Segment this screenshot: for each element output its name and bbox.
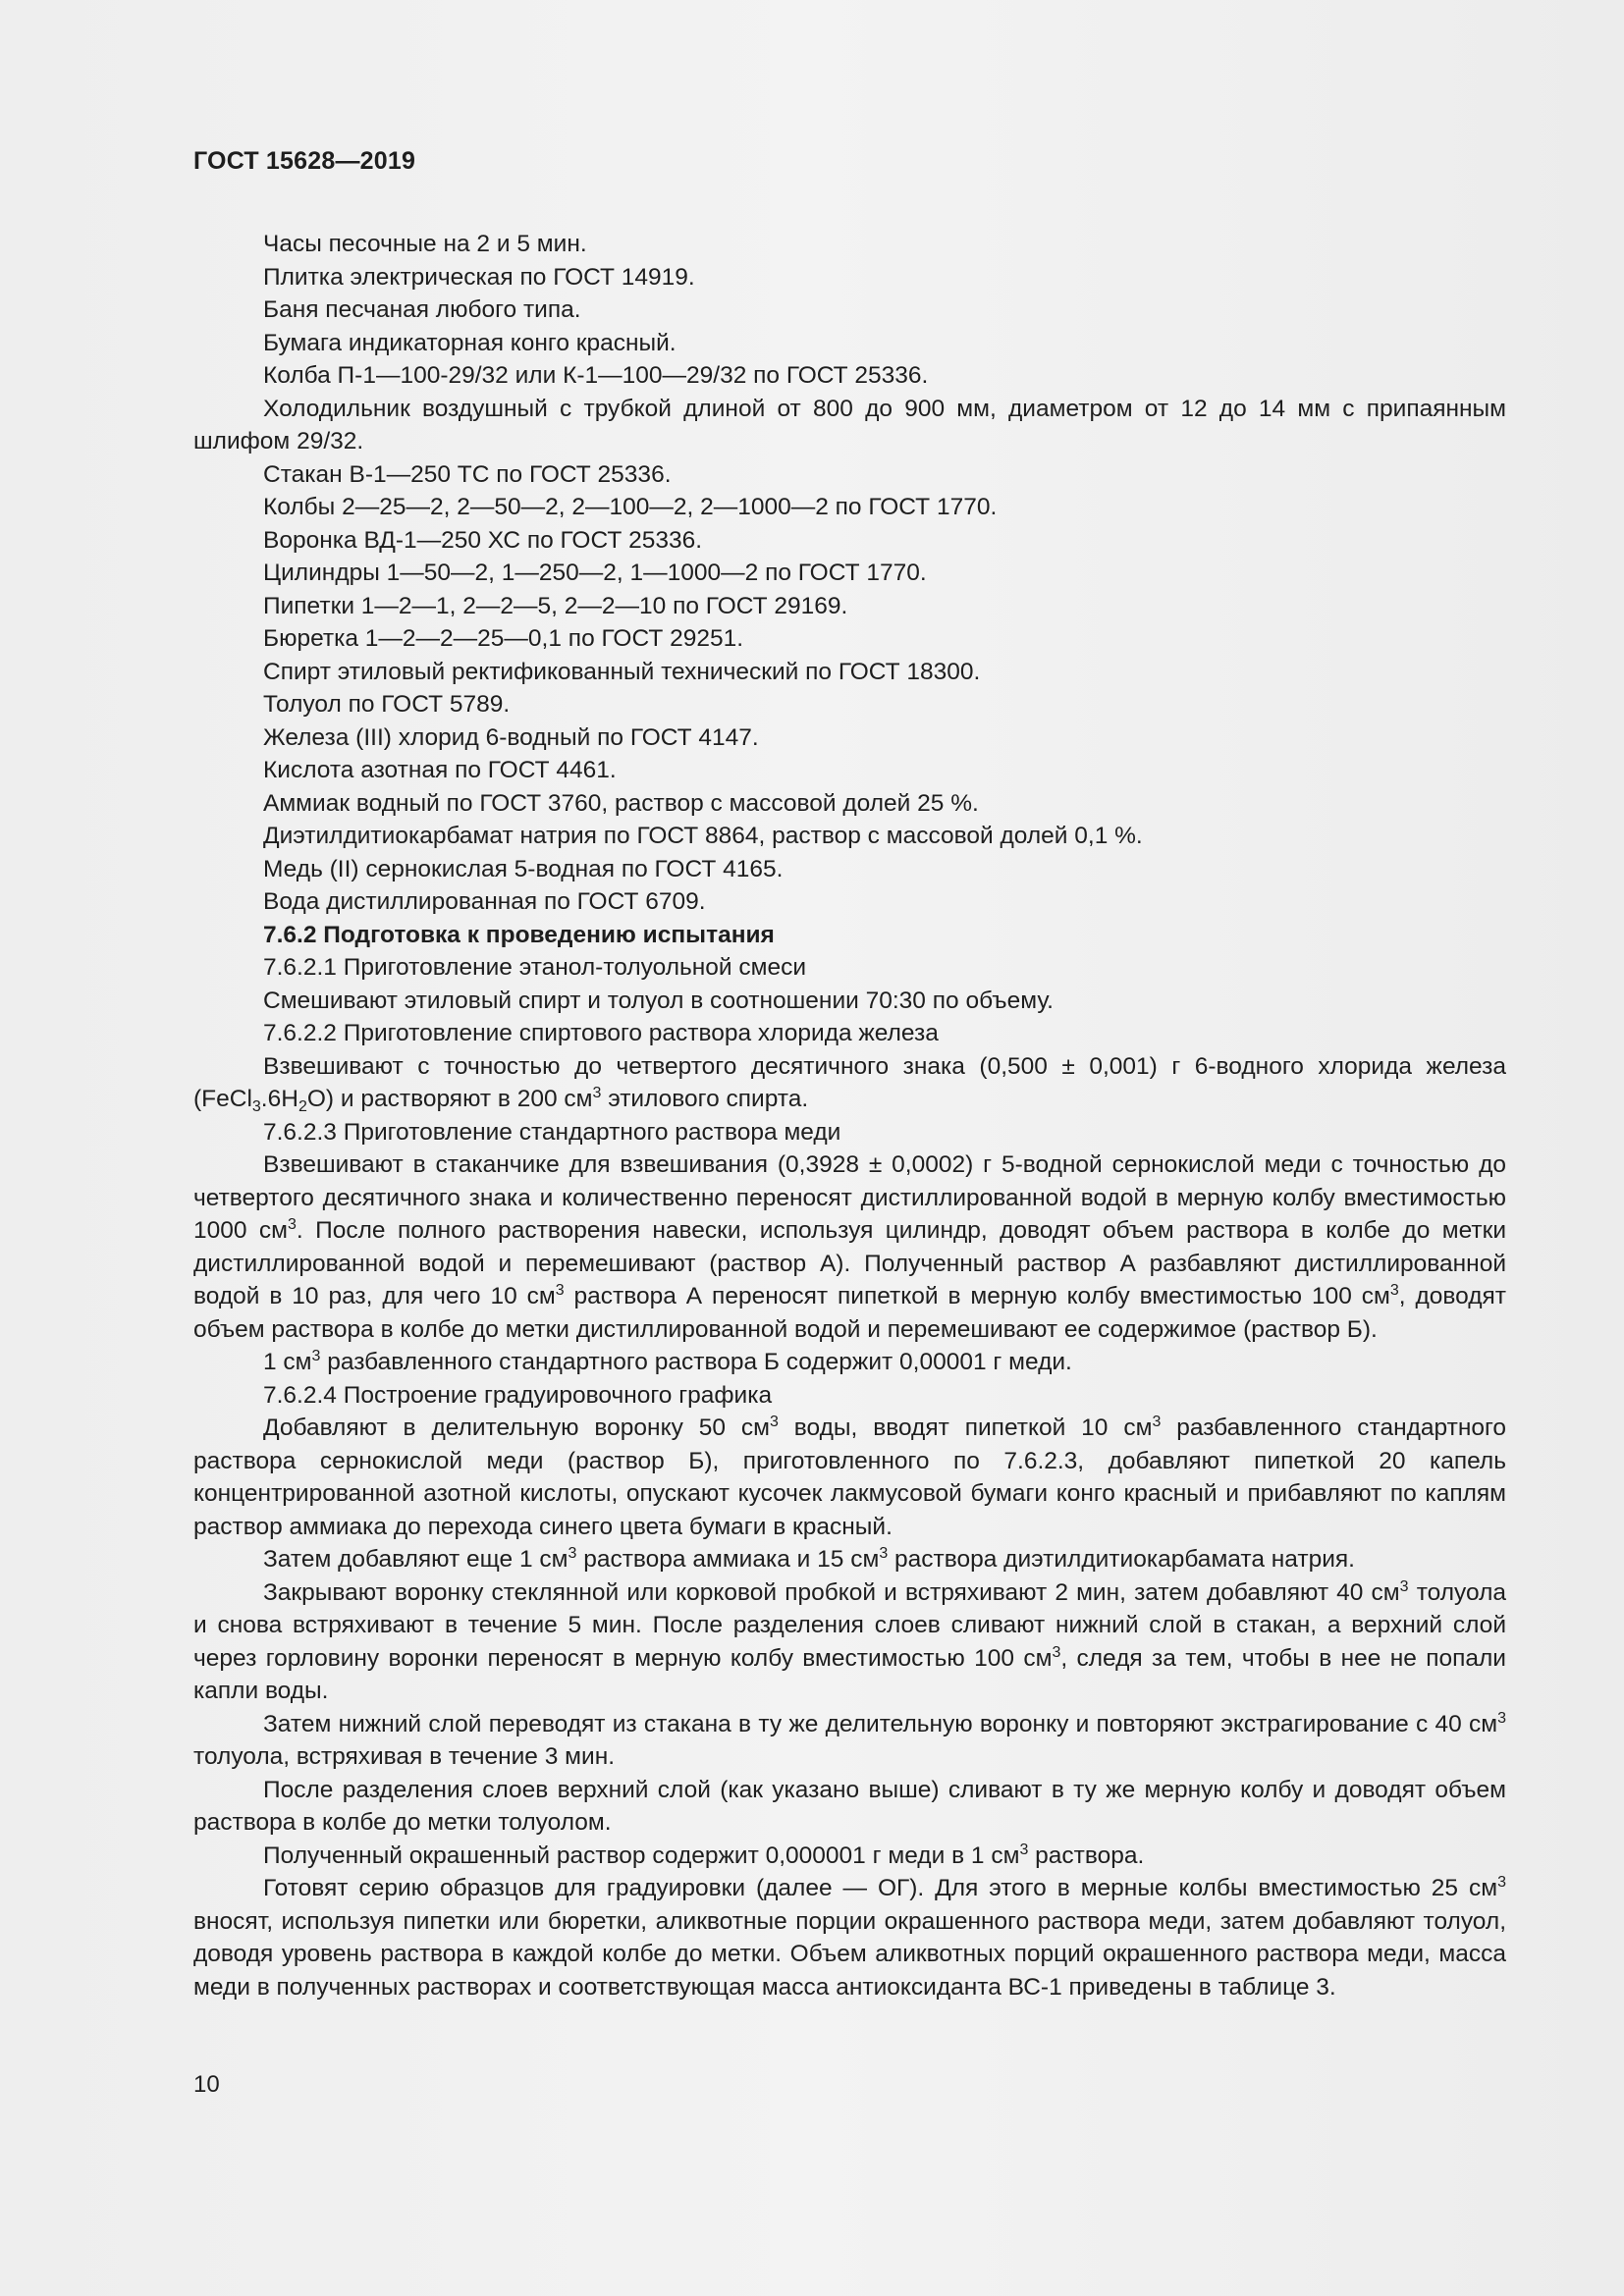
document-header: ГОСТ 15628—2019 <box>193 147 416 175</box>
item-flask: Колба П-1—100-29/32 или К-1—100—29/32 по ГОСТ 25336. <box>263 362 929 389</box>
paragraph-7-6-2-4-calibration-samples: Готовят серию образцов для градуировки (далее — ОГ). Для этого в мерные колбы вместимостью 25 $см^3$ вносят, используя пипетки или бюретки, аликвотные порции окрашенного раствора меди, затем добавляют толуол, доводя уровень раствора в каждой колбе до метки. Объем аликвотных порций окрашенного раствора меди, масса меди в полученных растворах и соответствующая масса антиоксиданта ВС-1 приведены в таблице 3. <box>193 1874 1506 2001</box>
item-nitric-acid: Кислота азотная по ГОСТ 4461. <box>263 757 617 783</box>
item-cylinders: Цилиндры 1—50—2, 1—250—2, 1—1000—2 по ГОСТ 1770. <box>263 560 927 586</box>
paragraph-7-6-2-3-copper-content: 1 $см^3$ разбавленного стандартного раствора Б содержит 0,00001 г меди. <box>263 1348 1072 1375</box>
item-ammonia: Аммиак водный по ГОСТ 3760, раствор с массовой долей 25 %. <box>263 789 979 817</box>
paragraph-7-6-2-4-colored-solution: Полученный окрашенный раствор содержит 0,000001 г меди в 1 $см^3$ раствора. <box>263 1841 1145 1869</box>
subsection-heading-7-6-2-1: 7.6.2.1 Приготовление этанол-толуольной смеси <box>263 954 807 981</box>
paragraph-7-6-2-1: Смешивают этиловый спирт и толуол в соотношении 70:30 по объему. <box>263 987 1054 1014</box>
section-heading-7-6-2: 7.6.2 Подготовка к проведению испытания <box>263 921 775 948</box>
subsection-heading-7-6-2-4: 7.6.2.4 Построение градуировочного графика <box>263 1381 773 1409</box>
page-number: 10 <box>193 2071 220 2098</box>
item-distilled-water: Вода дистиллированная по ГОСТ 6709. <box>263 888 706 915</box>
item-volumetric-flasks: Колбы 2—25—2, 2—50—2, 2—100—2, 2—1000—2 по ГОСТ 1770. <box>263 494 998 520</box>
item-air-condenser: Холодильник воздушный с трубкой длиной от 800 до 900 мм, диаметром от 12 до 14 мм с припаянным шлифом 29/32. <box>193 395 1506 454</box>
paragraph-7-6-2-4-ammonia: Затем добавляют еще 1 $см^3$ раствора аммиака и 15 $см^3$ раствора диэтилдитиокарбамата натрия. <box>263 1545 1355 1573</box>
paragraph-7-6-2-4-extraction: Затем нижний слой переводят из стакана в ту же делительную воронку и повторяют экстрагирование с 40 $см^3$ толуола, встряхивая в течение 3 мин. <box>193 1709 1506 1770</box>
paragraph-7-6-2-4-separation: После разделения слоев верхний слой (как указано выше) сливают в ту же мерную колбу и доводят объем раствора в колбе до метки толуолом. <box>193 1776 1506 1836</box>
item-copper-sulfate: Медь (II) сернокислая 5-водная по ГОСТ 4165. <box>263 855 784 882</box>
subsection-heading-7-6-2-3: 7.6.2.3 Приготовление стандартного раствора меди <box>263 1118 841 1146</box>
item-toluene: Толуол по ГОСТ 5789. <box>263 691 511 718</box>
item-pipettes: Пипетки 1—2—1, 2—2—5, 2—2—10 по ГОСТ 29169. <box>263 592 848 619</box>
paragraph-7-6-2-4-funnel: Добавляют в делительную воронку 50 $см^3$ воды, вводят пипеткой 10 $см^3$ разбавленного стандартного раствора сернокислой меди (раствор Б), приготовленного по 7.6.2.3, добавляют пипеткой 20 капель концентрированной азотной кислоты, опускают кусочек лакмусовой бумаги конго красный и прибавляют по каплям раствор аммиака до перехода синего цвета бумаги в красный. <box>193 1414 1507 1540</box>
paragraph-7-6-2-2: Взвешивают с точностью до четвертого десятичного знака (0,500 ± 0,001) г 6-водного хлорида железа $(FeCl_3.6H_2O)$ и растворяют в 200 $см^3$ этилового спирта. <box>193 1052 1506 1115</box>
item-burette: Бюретка 1—2—2—25—0,1 по ГОСТ 29251. <box>263 625 744 652</box>
item-ethanol: Спирт этиловый ректификованный технический по ГОСТ 18300. <box>263 658 981 685</box>
item-funnel: Воронка ВД-1—250 ХС по ГОСТ 25336. <box>263 526 703 554</box>
paragraph-7-6-2-3-standard-solution: Взвешивают в стаканчике для взвешивания (0,3928 ± 0,0002) г 5-водной сернокислой меди с точностью до четвертого десятичного знака и количественно переносят дистиллированной водой в мерную колбу вместимостью 1000 $см^3$. После полного растворения навески, используя цилиндр, доводят объем раствора в колбе до метки дистиллированной водой и перемешивают (раствор А). Полученный раствор А разбавляют дистиллированной водой в 10 раз, для чего 10 $см^3$ раствора А переносят пипеткой в мерную колбу вместимостью 100 $см^3$, доводят объем раствора в колбе до метки дистиллированной водой и перемешивают ее содержимое (раствор Б). <box>193 1151 1507 1343</box>
paragraph-7-6-2-4-shaking: Закрывают воронку стеклянной или корковой пробкой и встряхивают 2 мин, затем добавляют 40 $см^3$ толуола и снова встряхивают в течение 5 мин. После разделения слоев сливают нижний слой в стакан, а верхний слой через горловину воронки переносят в мерную колбу вместимостью 100 $см^3$, следя за тем, чтобы в нее не попали капли воды. <box>193 1577 1506 1704</box>
item-hotplate: Плитка электрическая по ГОСТ 14919. <box>263 263 695 291</box>
item-beaker: Стакан В-1—250 ТС по ГОСТ 25336. <box>263 460 672 488</box>
item-indicator-paper: Бумага индикаторная конго красный. <box>263 329 677 356</box>
subsection-heading-7-6-2-2: 7.6.2.2 Приготовление спиртового раствора хлорида железа <box>263 1020 939 1046</box>
document-body <box>193 228 1506 2003</box>
item-dithiocarbamate: Диэтилдитиокарбамат натрия по ГОСТ 8864, раствор с массовой долей 0,1 %. <box>263 823 1143 849</box>
item-sand-bath: Баня песчаная любого типа. <box>263 296 581 323</box>
item-iron-chloride: Железа (III) хлорид 6-водный по ГОСТ 4147. <box>263 723 759 751</box>
item-sand-clock: Часы песочные на 2 и 5 мин. <box>263 231 587 257</box>
